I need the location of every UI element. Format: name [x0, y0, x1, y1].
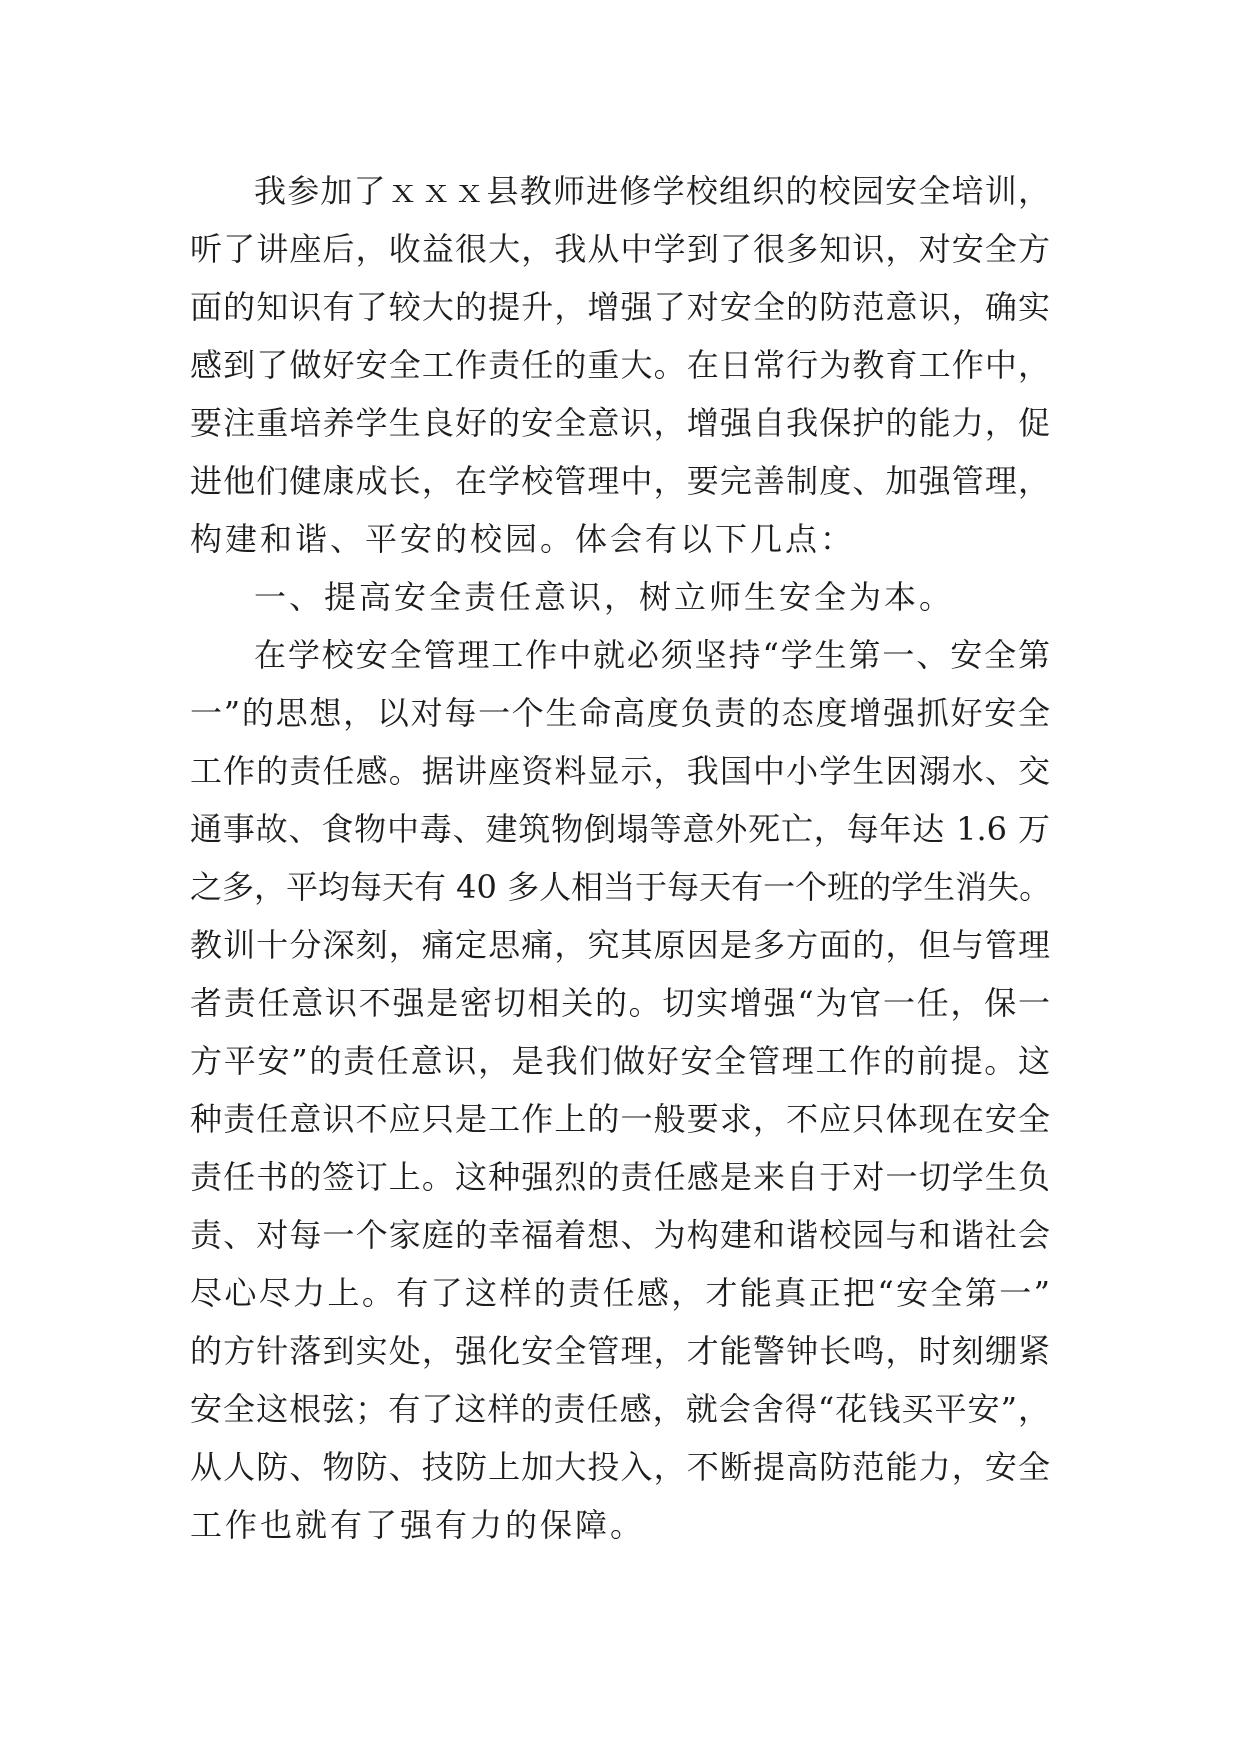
paragraph-2-line-14: 安全这根弦；有了这样的责任感，就会舍得“花钱买平安”，	[190, 1390, 1050, 1428]
paragraph-1-line-6: 进他们健康成长，在学校管理中，要完善制度、加强管理，	[190, 462, 1050, 500]
paragraph-2-line-2: 一”的思想，以对每一个生命高度负责的态度增强抓好安全	[190, 694, 1050, 732]
paragraph-2-line-8: 方平安”的责任意识，是我们做好安全管理工作的前提。这	[190, 1042, 1050, 1080]
paragraph-2-line-16: 工作也就有了强有力的保障。	[190, 1506, 646, 1544]
paragraph-1-line-7: 构建和谐、平安的校园。体会有以下几点：	[190, 520, 856, 558]
section-heading-1: 一、提高安全责任意识，树立师生安全为本。	[254, 578, 955, 616]
paragraph-1-line-1: 我参加了ｘｘｘ县教师进修学校组织的校园安全培训，	[254, 172, 1050, 210]
paragraph-2-line-5: 之多，平均每天有 40 多人相当于每天有一个班的学生消失。	[190, 868, 1052, 906]
paragraph-2-line-11: 责、对每一个家庭的幸福着想、为构建和谐校园与和谐社会	[190, 1216, 1050, 1254]
paragraph-2-line-3: 工作的责任感。据讲座资料显示，我国中小学生因溺水、交	[190, 752, 1050, 790]
paragraph-1-line-2: 听了讲座后，收益很大，我从中学到了很多知识，对安全方	[190, 230, 1050, 268]
paragraph-2-line-1: 在学校安全管理工作中就必须坚持“学生第一、安全第	[254, 636, 1050, 674]
paragraph-2-line-6: 教训十分深刻，痛定思痛，究其原因是多方面的，但与管理	[190, 926, 1050, 964]
paragraph-2-line-10: 责任书的签订上。这种强烈的责任感是来自于对一切学生负	[190, 1158, 1050, 1196]
paragraph-2-line-15: 从人防、物防、技防上加大投入，不断提高防范能力，安全	[190, 1448, 1050, 1486]
paragraph-1-line-4: 感到了做好安全工作责任的重大。在日常行为教育工作中，	[190, 346, 1050, 384]
paragraph-1-line-3: 面的知识有了较大的提升，增强了对安全的防范意识，确实	[190, 288, 1050, 326]
paragraph-1-line-5: 要注重培养学生良好的安全意识，增强自我保护的能力，促	[190, 404, 1050, 442]
paragraph-2-line-7: 者责任意识不强是密切相关的。切实增强“为官一任，保一	[190, 984, 1050, 1022]
paragraph-2-line-9: 种责任意识不应只是工作上的一般要求，不应只体现在安全	[190, 1100, 1050, 1138]
paragraph-2-line-13: 的方针落到实处，强化安全管理，才能警钟长鸣，时刻绷紧	[190, 1332, 1050, 1370]
paragraph-2-line-4: 通事故、食物中毒、建筑物倒塌等意外死亡，每年达 1.6 万	[190, 810, 1050, 848]
document-body	[190, 162, 1050, 1554]
paragraph-2-line-12: 尽心尽力上。有了这样的责任感，才能真正把“安全第一”	[190, 1274, 1050, 1312]
